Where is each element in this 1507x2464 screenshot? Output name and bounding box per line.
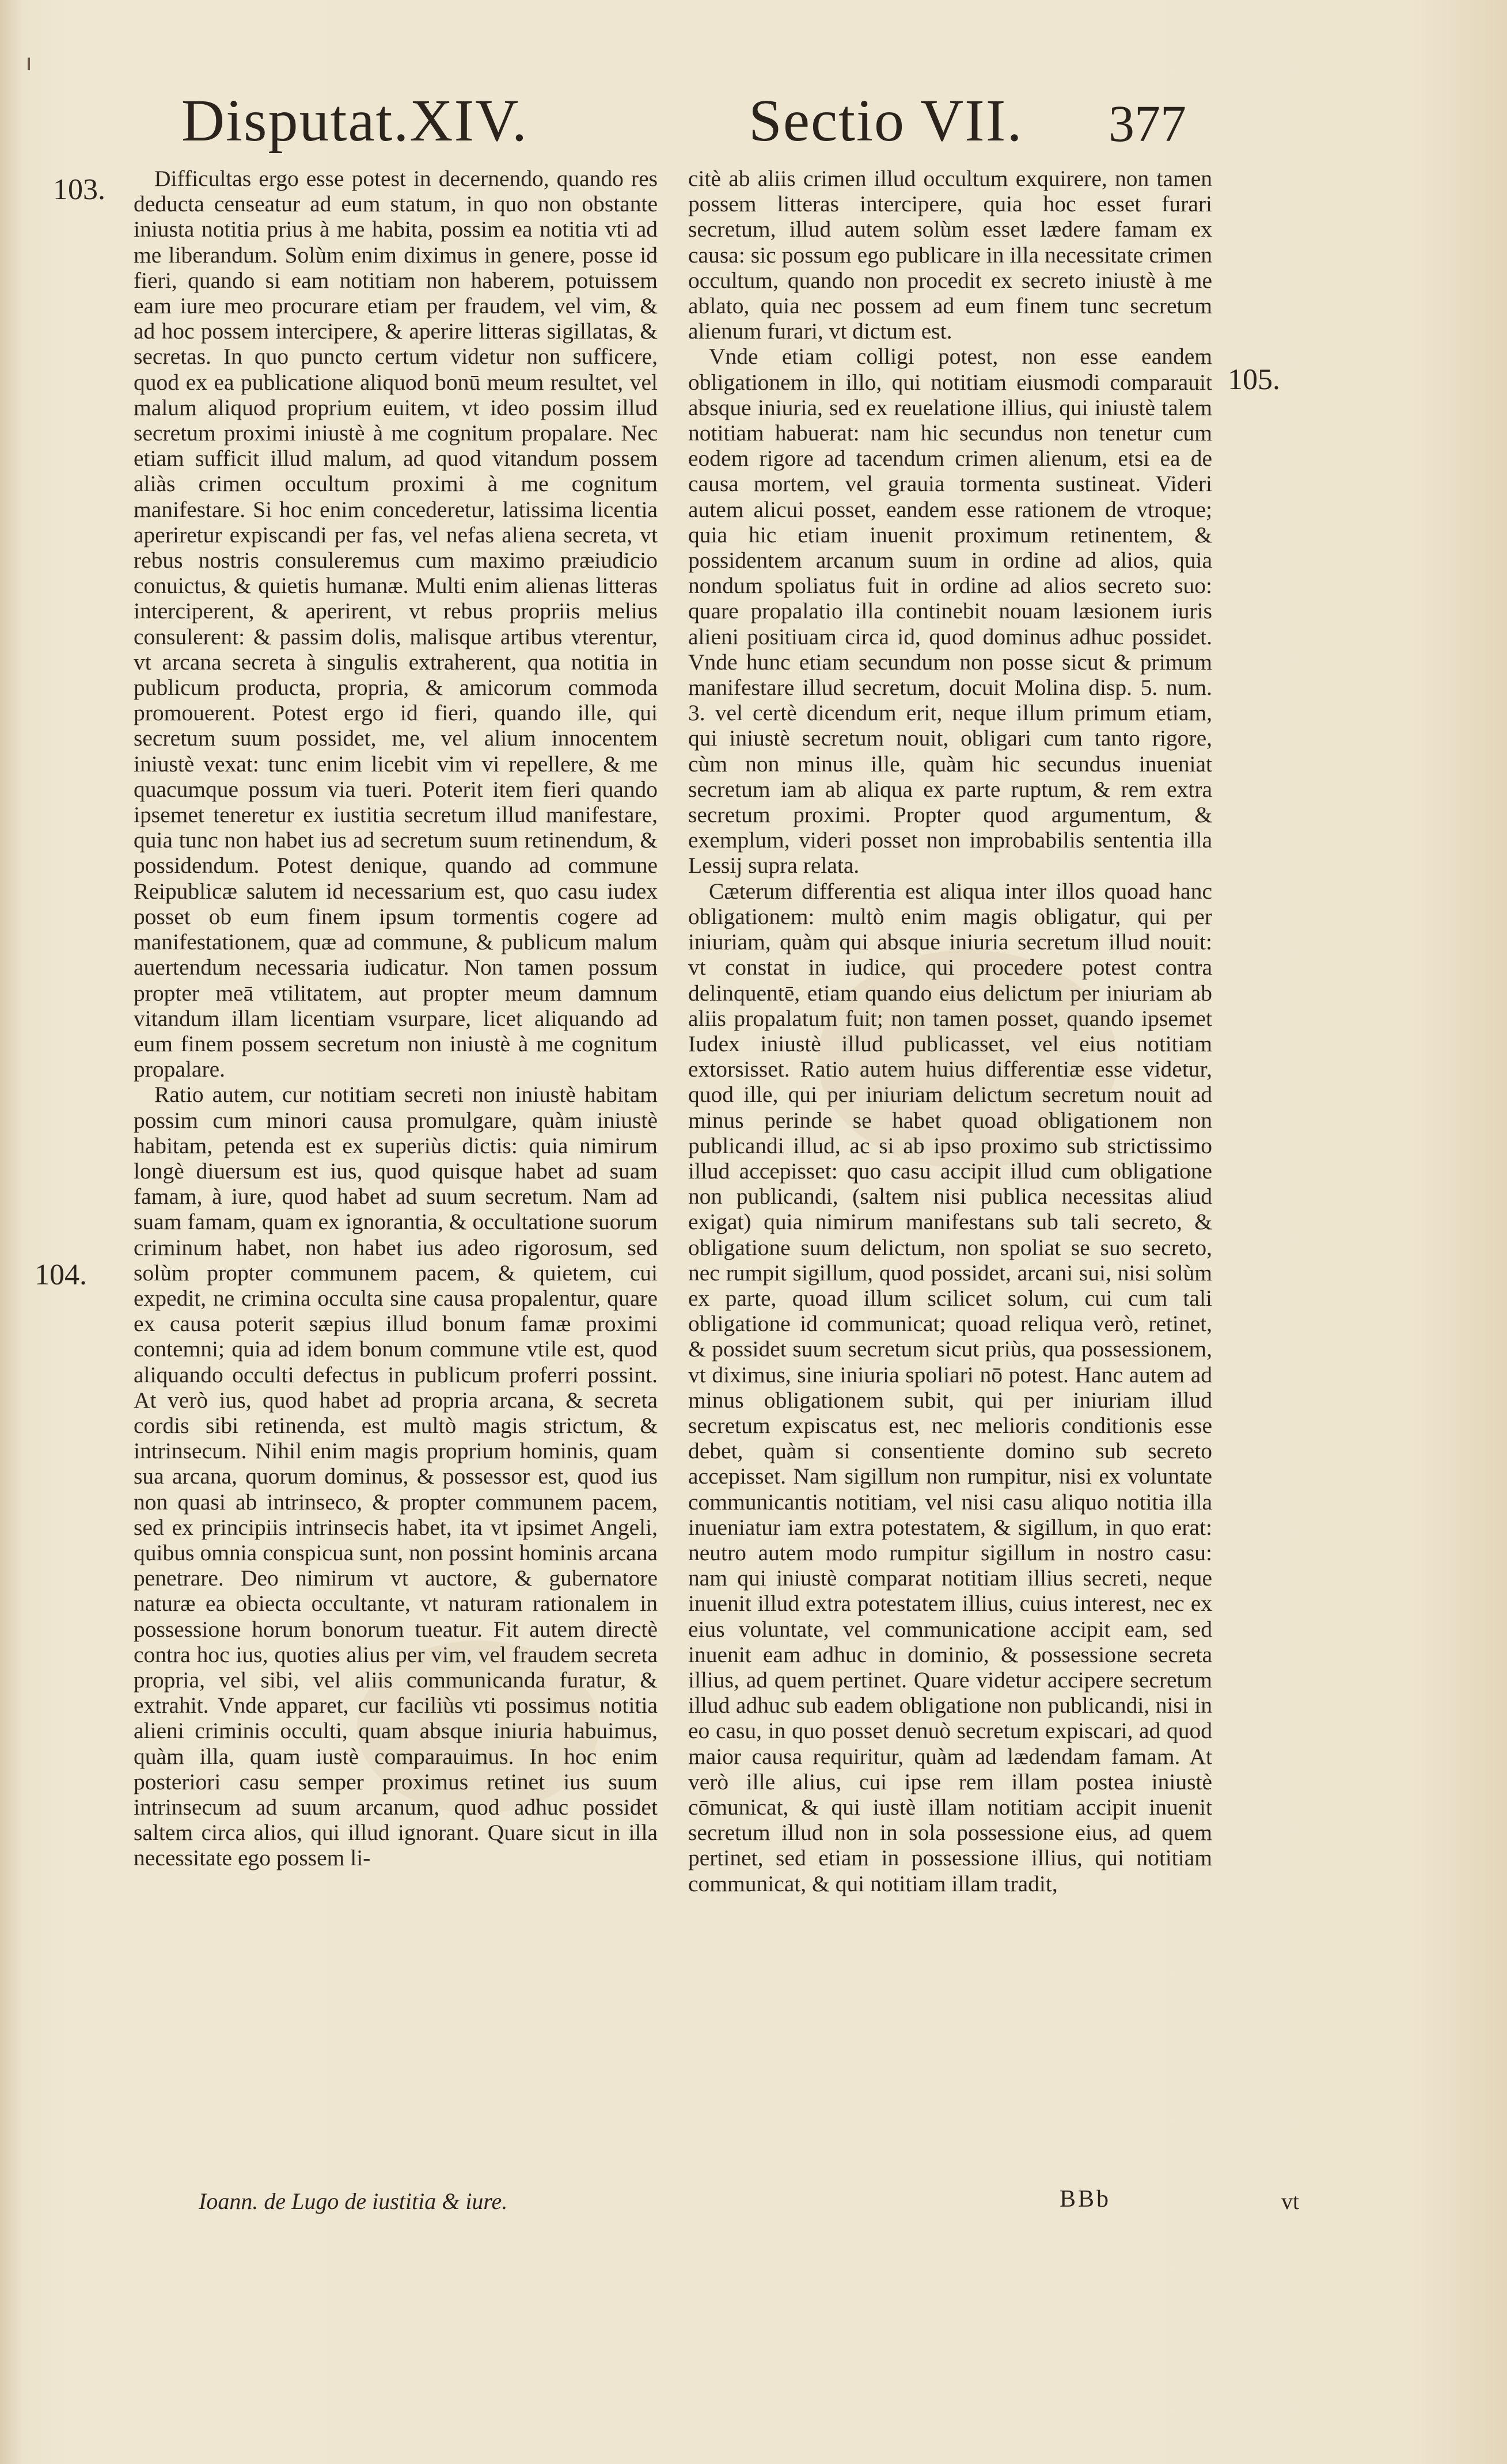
- paragraph-103: Difficultas ergo esse potest in decernendo, quando res deducta censeatur ad eum statum, in quo non obstante iniusta notitia prius à me habita, possim ea notitia vti ad me liberandum. Solùm enim diximus in genere, posse id fieri, quando si eam notitiam non haberem, potuissem eam iure meo procurare etiam per fraudem, vel vim, & ad hoc possem intercipere, & aperire litteras sigillatas, & secretas. In quo puncto certum videtur non sufficere, quod ex ea publicatione aliquod bonū meum resultet, vel malum aliquod proprium euitem, vt ideo possim illud secretum proximi iniustè à me cognitum propalare. Nec etiam sufficit illud malum, ad quod vitandum possem aliàs crimen occultum proximi à me cognitum manifestare. Si hoc enim concederetur, latissima licentia aperiretur expiscandi per fas, vel nefas aliena secreta, vt rebus nostris consuleremus cum maximo præiudicio conuictus, & quietis humanæ. Multi enim alienas litteras interciperent, & aperirent, vt rebus propriis melius consulerent: & passim dolis, malisque artibus vterentur, vt arcana secreta à singulis extraherent, qua notitia in publicum producta, propria, & amicorum commoda promouerent. Potest ergo id fieri, quando ille, qui secretum suum possidet, me, vel alium innocentem iniustè vexat: tunc enim licebit vim vi repellere, & me quacumque possum via tueri. Poterit item fieri quando ipsemet teneretur ex iustitia secretum illud manifestare, quia tunc non habet ius ad secretum suum retinendum, & possidendum. Potest denique, quando ad commune Reipublicæ salutem id necessarium est, quo casu iudex posset ob eum finem ipsum tormentis cogere ad manifestationem, quæ ad commune, & publicum malum auertendum necessaria iudicatur. Non tamen possum propter meā vtilitatem, aut propter meum damnum vitandum illam licentiam vsurpare, licet aliquando ad eum finem possem secretum non iniustè à me cognitum propalare.: [134, 166, 658, 1082]
- running-head-center: Sectio VII.: [749, 88, 1023, 154]
- paragraph-caeterum: Cæterum differentia est aliqua inter illos quoad hanc obligationem: multò enim magis obligatur, qui per iniuriam, quàm qui absque iniuria secretum illud nouit: vt constat in iudice, qui procedere potest contra delinquentē, etiam quando eius delictum per iniuriam ab aliis propalatum fuit; non tamen posset, quando ipsemet Iudex iniustè illud publicasset, vel eius notitiam extorsisset. Ratio autem huius differentiæ esse videtur, quod ille, qui per iniuriam delictum secretum nouit ad minus perinde se habet quoad obligationem non publicandi illud, ac si ab ipso proximo sub strictissimo illud accepisset: quo casu accipit illud cum obligatione non publicandi, (saltem nisi publica necessitas aliud exigat) quia nimirum manifestans sub tali secreto, & obligatione suum delictum, non spoliat se suo secreto, nec rumpit sigillum, quod possidet, arcani sui, nisi solùm ex parte, quoad illum scilicet solum, cui cum tali obligatione id communicat; quoad reliqua verò, retinet, & possidet suum secretum sicut priùs, qua possessionem, vt diximus, sine iniuria spoliari nō potest. Hanc autem ad minus obligationem subit, qui per iniuriam illud secretum expiscatus est, nec melioris conditionis esse debet, quàm si consentiente domino sub secreto accepisset. Nam sigillum non rumpitur, nisi ex voluntate communicantis notitiam, vel nisi casu aliquo notitia illa inueniatur iam extra potestatem, & sigillum, in quo erat: neutro autem modo rumpitur sigillum in nostro casu: nam qui iniustè comparat notitiam illius secreti, neque inuenit illud extra potestatem illius, cuius interest, nec ex eius voluntate, vel communicatione accipit eam, sed inuenit eam adhuc in dominio, & possessione secreta illius, ad quem pertinet. Quare videtur accipere secretum illud adhuc sub eadem obligatione non publicandi, nisi in eo casu, in quo posset denuò secretum expiscari, ad quod maior causa requiritur, quàm ad lædendam famam. At verò ille alius, cui ipse rem illam postea iniustè cōmunicat, & qui iustè illam notitiam accipit inuenit secretum illud non in sola possessione eius, ad quem pertinet, sed etiam in possessione illius, qui notitiam communicat, & qui notitiam illam tradit,: [688, 878, 1212, 1896]
- running-header: [0, 86, 1507, 161]
- catchword: vt: [1281, 2188, 1300, 2214]
- margin-number-104: 104.: [35, 1258, 87, 1291]
- page-number: 377: [1109, 96, 1186, 153]
- footer-author-line: Ioann. de Lugo de iustitia & iure.: [199, 2188, 508, 2214]
- right-column: [688, 166, 1212, 2146]
- paragraph-continuation: citè ab aliis crimen illud occultum exquirere, non tamen possem litteras intercipere, quia hoc esset furari secretum, illud autem solùm esset lædere famam ex causa: sic possum ego publicare in illa necessitate crimen occultum, quando non procedit ex secreto iniustè à me ablato, quia nec possem ad eum finem tunc secretum alienum furari, vt dictum est.: [688, 166, 1212, 344]
- paragraph-105: Vnde etiam colligi potest, non esse eandem obligationem in illo, qui notitiam eiusmodi comparauit absque iniuria, sed ex reuelatione illius, qui iniustè talem notitiam habuerat: nam hic secundus non tenetur cum eodem rigore ad tacendum crimen alienum, etsi ea de causa mortem, vel grauia tormenta sustineat. Videri autem alicui posset, eandem esse rationem de vtroque; quia hic etiam inuenit proximum retinentem, & possidentem arcanum suum in ordine ad alios, quia nondum spoliatus fuit in ordine ad alios secreto suo: quare propalatio illa continebit nouam læsionem iuris alieni positiuam circa id, quod dominus adhuc possidet. Vnde hunc etiam secundum non posse sicut & primum manifestare illud secretum, docuit Molina disp. 5. num. 3. vel certè dicendum erit, neque illum primum etiam, qui iniustè secretum nouit, obligari cum tanto rigore, cùm non minus ille, quàm hic secundus inueniat secretum iam ab aliqua ex parte ruptum, & rem extra secretum proximi. Propter quod argumentum, & exemplum, videri posset non improbabilis sententia illa Lessij supra relata.: [688, 344, 1212, 879]
- left-column: [134, 166, 658, 2146]
- edge-mark: [28, 58, 30, 70]
- running-head-left: Disputat.XIV.: [181, 88, 528, 154]
- margin-number-105: 105.: [1228, 363, 1280, 396]
- signature-mark: BBb: [1060, 2186, 1111, 2212]
- margin-number-103: 103.: [53, 173, 105, 206]
- paragraph-104: Ratio autem, cur notitiam secreti non iniustè habitam possim cum minori causa promulgare, quàm iniustè habitam, petenda est ex superiùs dictis: quia nimirum longè diuersum est ius, quod quisque habet ad suam famam, à iure, quod habet ad suum secretum. Nam ad suam famam, quam ex ignorantia, & occultatione suorum criminum habet, non habet ius adeo rigorosum, sed solùm propter communem pacem, & quietem, cui expedit, ne crimina occulta sine causa propalentur, quare ex causa poterit sæpius illud bonum famæ proximi contemni; quia ad idem bonum commune vtile est, quod aliquando occulti defectus in publicum proferri possint. At verò ius, quod habet ad propria arcana, & secreta cordis sibi retinenda, est multò magis strictum, & intrinsecum. Nihil enim magis proprium hominis, quam sua arcana, quorum dominus, & possessor est, quod ius non quasi ab intrinseco, & propter communem pacem, sed ex principiis intrinsecis habet, ita vt ipsimet Angeli, quibus omnia conspicua sunt, non possint hominis arcana penetrare. Deo nimirum vt auctore, & gubernatore naturæ ea obiecta occultante, vt naturam rationalem in possessione horum bonorum tueatur. Fit autem directè contra hoc ius, quoties alius per vim, vel fraudem secreta propria, vel sibi, vel aliis communicanda furatur, & extrahit. Vnde apparet, cur faciliùs vti possimus notitia alieni criminis occulti, quam absque iniuria habuimus, quàm illa, quam iustè comparauimus. In hoc enim posteriori casu semper proximus retinet ius suum intrinsecum ad suum arcanum, quod adhuc possidet saltem circa alios, qui illud ignorant. Quare sicut in illa necessitate ego possem li-: [134, 1082, 658, 1871]
